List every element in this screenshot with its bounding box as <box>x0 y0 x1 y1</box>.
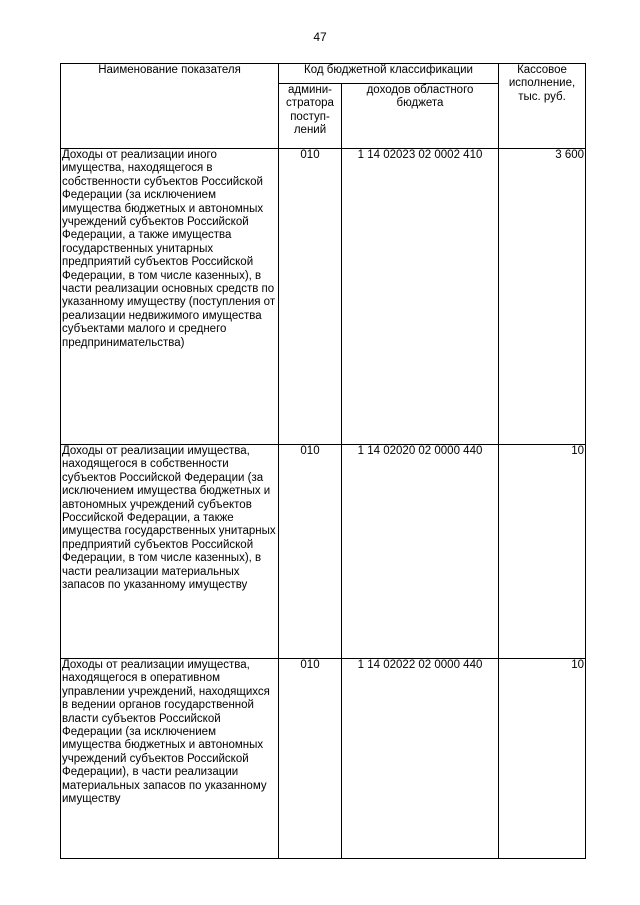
header-code-group: Код бюджетной классификации <box>279 64 499 84</box>
row-income-code: 1 14 02023 02 0002 410 <box>342 149 499 445</box>
table-header-row <box>61 64 586 84</box>
header-execution: Кассовое исполнение, тыс. руб. <box>499 64 586 149</box>
row-admin-code: 010 <box>279 149 342 445</box>
table-row <box>61 149 586 445</box>
row-name: Доходы от реализации имущества, находящегося в оперативном управлении учреждений, находящихся в ведении органов государственной власти субъектов Российской Федерации (за исключением имущества бюджетных и автономных учреждений субъектов Российской Федерации), в части реализации материальных запасов по указанному имуществу <box>61 659 279 859</box>
header-admin: админи-стратора поступ-лений <box>279 84 342 149</box>
header-name: Наименование показателя <box>61 64 279 149</box>
row-admin-code: 010 <box>279 445 342 659</box>
row-income-code: 1 14 02020 02 0000 440 <box>342 445 499 659</box>
header-income: доходов областного бюджета <box>342 84 499 149</box>
row-amount: 10 <box>499 445 586 659</box>
table-row <box>61 659 586 859</box>
budget-table <box>60 63 586 859</box>
row-admin-code: 010 <box>279 659 342 859</box>
row-income-code: 1 14 02022 02 0000 440 <box>342 659 499 859</box>
row-name: Доходы от реализации иного имущества, находящегося в собственности субъектов Российской Федерации (за исключением имущества бюджетных и автономных учреждений субъектов Российской Федерации, а также имущества государственных унитарных предприятий субъектов Российской Федерации, в том числе казенных), в части реализации основных средств по указанному имуществу (поступления от реализации недвижимого имущества субъектами малого и среднего предпринимательства) <box>61 149 279 445</box>
table-row <box>61 445 586 659</box>
row-name: Доходы от реализации имущества, находящегося в собственности субъектов Российской Федерации (за исключением имущества бюджетных и автономных учреждений субъектов Российской Федерации, а также имущества государственных унитарных предприятий субъектов Российской Федерации, в том числе казенных), в части реализации материальных запасов по указанному имуществу <box>61 445 279 659</box>
row-amount: 10 <box>499 659 586 859</box>
page-number: 47 <box>313 30 327 44</box>
row-amount: 3 600 <box>499 149 586 445</box>
